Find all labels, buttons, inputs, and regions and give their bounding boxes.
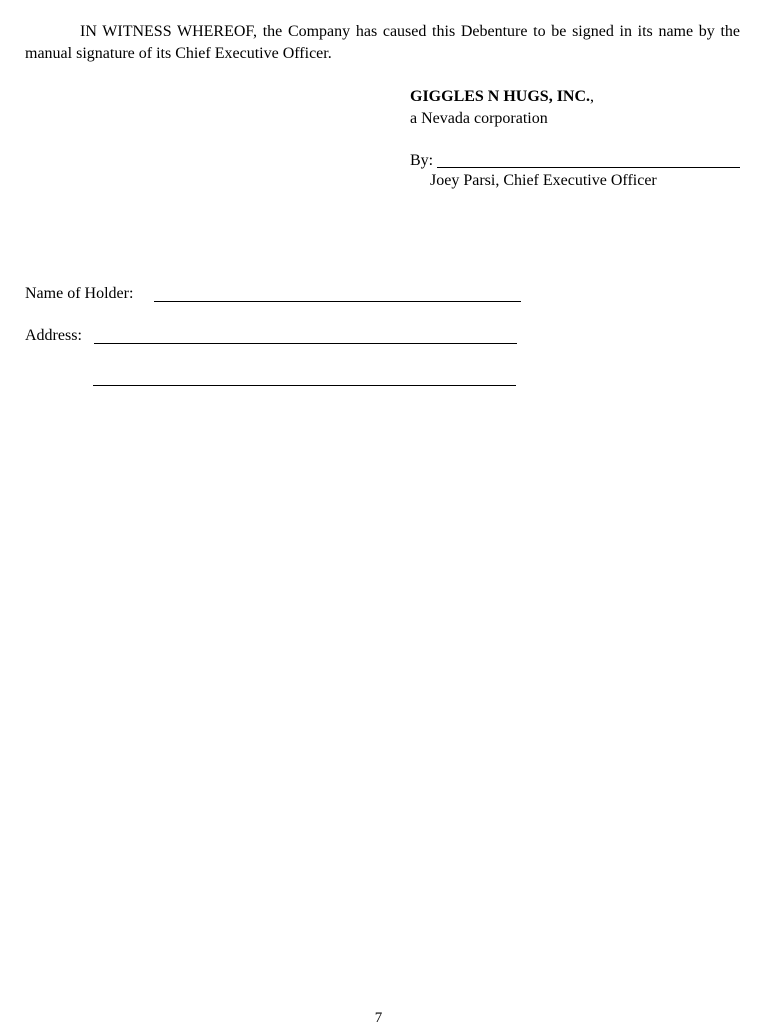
signature-block	[410, 86, 745, 130]
address-label: Address:	[25, 327, 82, 344]
company-name: GIGGLES N HUGS, INC.	[410, 88, 591, 105]
holder-name-field	[25, 283, 525, 305]
state-of-incorporation: a Nevada corporation	[410, 110, 548, 127]
address-rule-1	[94, 343, 517, 344]
signature-line	[410, 150, 740, 172]
signer-name-title: Joey Parsi, Chief Executive Officer	[430, 172, 657, 189]
witness-paragraph: IN WITNESS WHEREOF, the Company has caused this Debenture to be signed in its name by the manual signature of its Chief Executive Officer.	[25, 23, 740, 62]
by-label: By:	[410, 152, 434, 169]
holder-name-rule	[154, 301, 521, 302]
page-number: 7	[374, 1010, 383, 1026]
signature-rule	[437, 167, 740, 168]
company-name-comma: ,	[590, 88, 595, 105]
address-rule-2	[93, 385, 516, 386]
holder-name-label: Name of Holder:	[25, 285, 134, 302]
company-name-line	[410, 86, 745, 108]
holder-address-field	[25, 325, 525, 347]
